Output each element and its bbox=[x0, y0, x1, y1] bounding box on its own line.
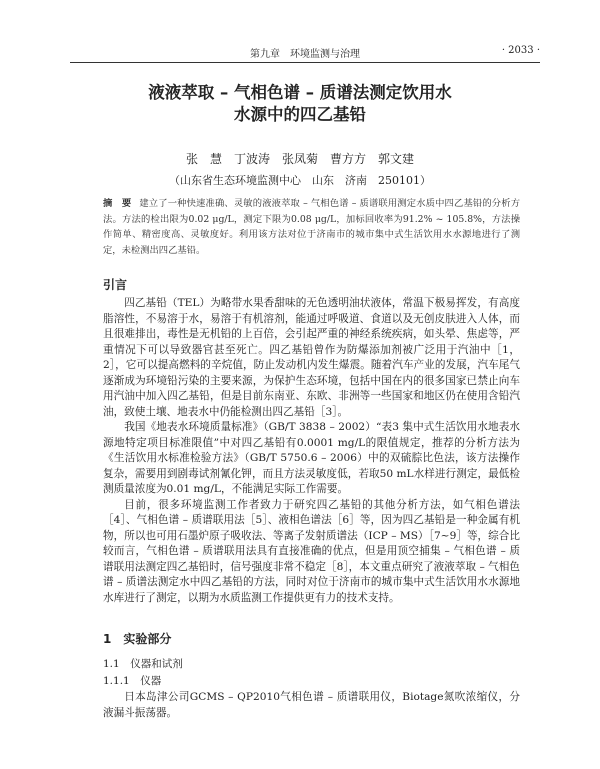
abstract-label: 摘 要 bbox=[103, 198, 132, 209]
paper-title-line1: 液液萃取 – 气相色谱 – 质谱法测定饮用水 bbox=[148, 83, 452, 102]
subsection-1-1: 1.1 仪器和试剂 bbox=[103, 658, 183, 670]
paper-title-line2: 水源中的四乙基铅 bbox=[234, 105, 366, 124]
running-header bbox=[70, 44, 540, 63]
section-intro-heading: 引言 bbox=[103, 278, 128, 292]
intro-paragraph: 目前，很多环境监测工作者致力于研究四乙基铅的其他分析方法，如气相色谱法［4］、气相色谱 – 质谱联用法［5］、液相色谱法［6］等，因为四乙基铅是一种金属有机物，所以也可用石墨炉原子吸收法、等离子发射质谱法（ICP – MS）［7~9］等，综合比较而言，气相色谱 – 质谱联用法具有直接准确的优点，但是用顶空捕集 – 气相色谱 – 质谱联用法测定四乙基铅时，信号强度非常不稳定［8］，本文重点研究了液液萃取 – 气相色谱 – 质谱法测定水中四乙基铅的方法，同时对位于济南市的城市集中式生活饮用水水源地水库进行了测定，以期为水质监测工作提供更有力的技术支持。 bbox=[103, 498, 520, 604]
subsection-1-1-1: 1.1.1 仪器 bbox=[103, 675, 162, 687]
running-title: 第九章 环境监测与治理 bbox=[250, 49, 360, 60]
abstract-text: 建立了一种快速准确、灵敏的液液萃取 – 气相色谱 – 质谱联用测定水质中四乙基铅的分析方法。方法的检出限为0.02 μg/L，测定下限为0.08 μg/L，加标回收率为91.2% ~ 105.8%，方法操作简单、精密度高、灵敏度好。利用该方法对位于济南市的城市集中式生活饮用水水源地进行了测定，未检测出四乙基铅。 bbox=[103, 198, 520, 256]
page-number: · 2033 · bbox=[501, 45, 540, 56]
intro-body bbox=[103, 296, 520, 606]
instrument-text: 日本岛津公司GCMS – QP2010气相色谱 – 质谱联用仪，Biotage氮吹浓缩仪，分液漏斗振荡器。 bbox=[103, 691, 520, 719]
intro-paragraph: 我国《地表水环境质量标准》（GB/T 3838 – 2002）“表3 集中式生活饮用水地表水源地特定项目标准限值”中对四乙基铅有0.0001 mg/L的限值规定，推荐的分析方法为《生活饮用水标准检验方法》（GB/T 5750.6 – 2006）中的双硫腙比色法，该方法操作复杂，需要用到剧毒试剂氰化钾，而且方法灵敏度低，若取50 mL水样进行测定，最低检测质量浓度为0.01 mg/L，不能满足实际工作需要。 bbox=[103, 421, 520, 495]
abstract bbox=[103, 196, 520, 258]
affiliation: （山东省生态环境监测中心 山东 济南 250101） bbox=[169, 174, 431, 187]
instrument-paragraph bbox=[103, 690, 520, 721]
authors: 张 慧 丁波涛 张凤菊 曹方方 郭文建 bbox=[185, 152, 414, 166]
section-1-heading: 1 实验部分 bbox=[103, 632, 172, 646]
intro-paragraph: 四乙基铅（TEL）为略带水果香甜味的无色透明油状液体，常温下极易挥发，有高度脂溶性，不易溶于水，易溶于有机溶剂，能通过呼吸道、食道以及无创皮肤进入人体，而且很难排出，毒性是无机铅的上百倍，会引起严重的神经系统疾病，如头晕、焦虑等，严重情况下可以导致器官甚至死亡。四乙基铅曾作为防爆添加剂被广泛用于汽油中［1，2］，它可以提高燃料的辛烷值，防止发动机内发生爆震。随着汽车产业的发展，汽车尾气逐渐成为环境铅污染的主要来源，为保护生态环境，包括中国在内的很多国家已禁止向车用汽油中加入四乙基铅，但是目前东南亚、东欧、非洲等一些国家和地区仍在使用含铅汽油，致使土壤、地表水中仍能检测出四乙基铅［3］。 bbox=[103, 297, 520, 418]
